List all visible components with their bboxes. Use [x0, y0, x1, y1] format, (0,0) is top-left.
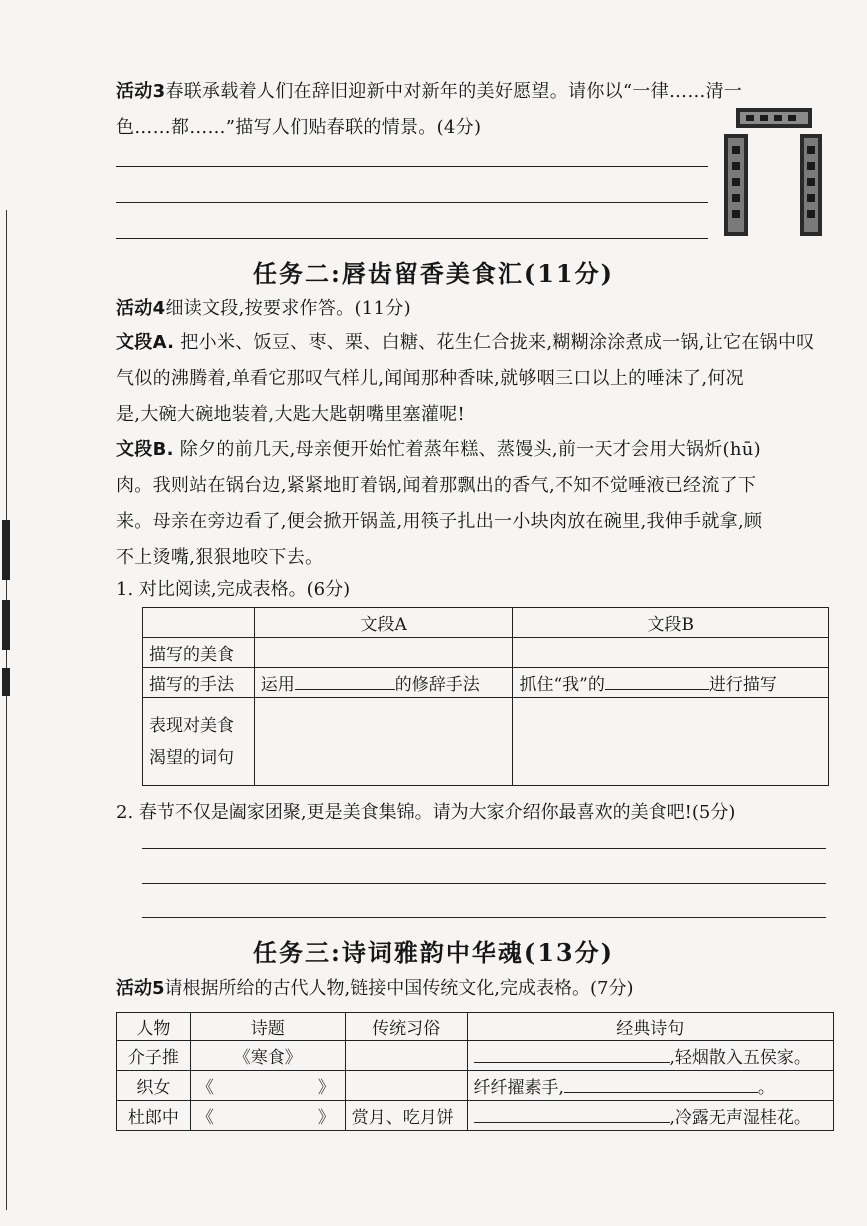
- fill-blank[interactable]: [214, 1077, 318, 1093]
- activity4-text: 细读文段,按要求作答。(11分): [165, 298, 411, 319]
- verse-suffix: ,轻烟散入五侯家。: [669, 1048, 811, 1068]
- fill-blank[interactable]: [214, 1107, 318, 1123]
- answer-cell[interactable]: [254, 698, 513, 786]
- title-cell: [190, 1101, 345, 1131]
- verse-suffix: 。: [757, 1078, 775, 1098]
- title-close: 》: [317, 1108, 335, 1128]
- passage-a-line: 是,大碗大碗地装着,大匙大匙朝嘴里塞灌呢!: [116, 404, 465, 425]
- answer-cell[interactable]: [254, 638, 513, 668]
- custom-answer-cell[interactable]: [345, 1071, 467, 1101]
- answer-line[interactable]: [142, 917, 826, 918]
- passage-b-label: 文段B.: [116, 439, 174, 460]
- answer-cell[interactable]: [513, 638, 829, 668]
- question-1: 1. 对比阅读,完成表格。(6分): [116, 579, 351, 600]
- verse-suffix: ,冷露无声湿桂花。: [669, 1108, 811, 1128]
- answer-line[interactable]: [142, 848, 826, 849]
- title-close: 》: [317, 1078, 335, 1098]
- question-2: 2. 春节不仅是阖家团聚,更是美食集锦。请为大家介绍你最喜欢的美食吧!(5分): [116, 802, 736, 823]
- verse-cell: [467, 1101, 834, 1131]
- spring-couplet-image: [722, 106, 824, 238]
- header-person: 人物: [117, 1013, 191, 1041]
- task2-title: 任务二:唇齿留香美食汇(11分): [253, 259, 614, 288]
- activity4-line: [116, 291, 836, 327]
- table-cell-empty: [143, 608, 255, 638]
- title-open: 《: [196, 1108, 214, 1128]
- answer-line[interactable]: [116, 238, 708, 239]
- activity3-line1: 春联承载着人们在辞旧迎新中对新年的美好愿望。请你以“一律……清一: [165, 81, 743, 102]
- header-custom: 传统习俗: [345, 1013, 467, 1041]
- fill-blank[interactable]: [474, 1106, 670, 1123]
- verse-cell: [467, 1071, 834, 1101]
- answer-cell[interactable]: [513, 698, 829, 786]
- custom-cell: 赏月、吃月饼: [345, 1101, 467, 1131]
- row-label-technique: 描写的手法: [143, 668, 255, 698]
- row-label-line: 渴望的词句: [149, 747, 234, 768]
- row-label-line: 表现对美食: [149, 715, 234, 736]
- verse-cell: [467, 1041, 834, 1071]
- poetry-table: [116, 1012, 834, 1131]
- header-passage-b: 文段B: [513, 608, 829, 638]
- technique-cell-a: [254, 668, 513, 698]
- header-title: 诗题: [190, 1013, 345, 1041]
- task3-title: 任务三:诗词雅韵中华魂(13分): [253, 938, 614, 967]
- custom-answer-cell[interactable]: [345, 1041, 467, 1071]
- header-verse: 经典诗句: [467, 1013, 834, 1041]
- passage-b: [116, 432, 838, 576]
- margin-mark: [2, 668, 10, 696]
- activity3-label: 活动3: [116, 81, 166, 102]
- margin-mark: [2, 520, 10, 580]
- technique-b-suffix: 进行描写: [708, 675, 777, 695]
- passage-a: [116, 325, 838, 433]
- title-cell: [190, 1071, 345, 1101]
- fill-blank[interactable]: [474, 1046, 670, 1063]
- passage-a-label: 文段A.: [116, 332, 175, 353]
- activity5-line: [116, 974, 836, 1000]
- fill-blank[interactable]: [295, 673, 395, 690]
- activity5-label: 活动5: [116, 978, 165, 999]
- verse-prefix: 纤纤擢素手,: [473, 1078, 564, 1098]
- answer-line[interactable]: [142, 883, 826, 884]
- answer-line[interactable]: [116, 202, 708, 203]
- passage-b-line: 不上烫嘴,狠狠地咬下去。: [116, 547, 324, 568]
- person-cell: 杜郎中: [117, 1101, 191, 1131]
- technique-a-prefix: 运用: [260, 675, 295, 695]
- passage-b-line: 来。母亲在旁边看了,便会掀开锅盖,用筷子扎出一小块肉放在碗里,我伸手就拿,顾: [116, 511, 763, 532]
- technique-cell-b: [513, 668, 829, 698]
- fill-blank[interactable]: [564, 1076, 758, 1093]
- technique-b-prefix: 抓住“我”的: [519, 675, 605, 695]
- person-cell: 介子推: [117, 1041, 191, 1071]
- title-cell: 《寒食》: [190, 1041, 345, 1071]
- technique-a-suffix: 的修辞手法: [394, 675, 480, 695]
- margin-mark: [2, 600, 10, 650]
- activity5-text: 请根据所给的古代人物,链接中国传统文化,完成表格。(7分): [164, 978, 634, 999]
- row-label-food: 描写的美食: [143, 638, 255, 668]
- passage-a-line: 把小米、饭豆、枣、栗、白糖、花生仁合拢来,糊糊涂涂煮成一锅,让它在锅中叹: [180, 332, 815, 353]
- activity4-label: 活动4: [116, 298, 166, 319]
- activity3-line2: 色……都……”描写人们贴春联的情景。(4分): [116, 117, 482, 138]
- fill-blank[interactable]: [605, 673, 709, 690]
- answer-line[interactable]: [116, 166, 708, 167]
- title-open: 《: [196, 1078, 214, 1098]
- header-passage-a: 文段A: [254, 608, 513, 638]
- person-cell: 织女: [117, 1071, 191, 1101]
- passage-b-line: 肉。我则站在锅台边,紧紧地盯着锅,闻着那飘出的香气,不知不觉唾液已经流了下: [116, 475, 757, 496]
- passage-b-line: 除夕的前几天,母亲便开始忙着蒸年糕、蒸馒头,前一天才会用大锅炘(hū): [179, 439, 761, 460]
- passage-a-line: 气似的沸腾着,单看它那叹气样儿,闻闻那种香味,就够咽三口以上的唾沫了,何况: [116, 368, 744, 389]
- binding-edge: [0, 210, 7, 1210]
- row-label-craving: [143, 698, 255, 786]
- comparison-table: [142, 607, 829, 786]
